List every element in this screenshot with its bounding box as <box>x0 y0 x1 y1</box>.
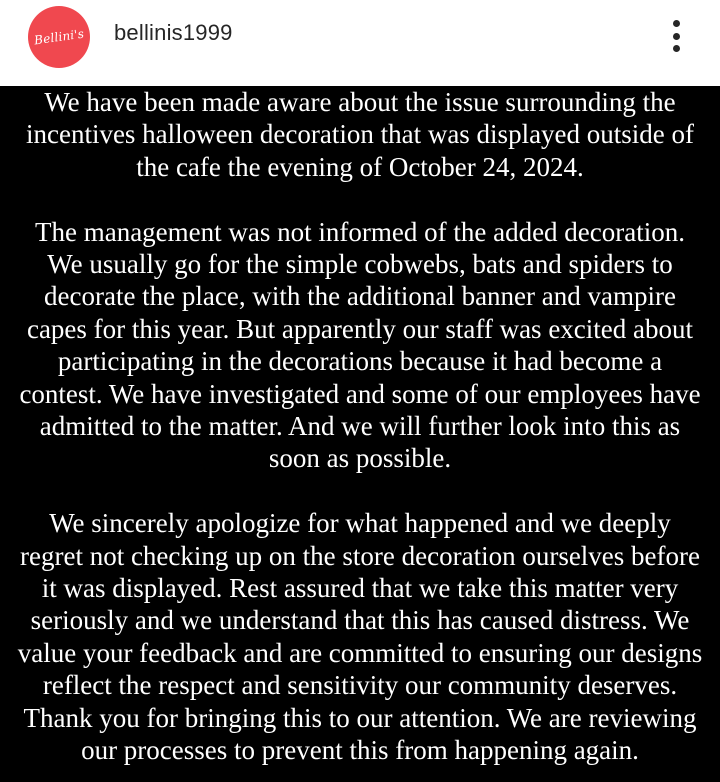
username[interactable]: bellinis1999 <box>114 20 233 45</box>
avatar[interactable] <box>28 6 90 68</box>
more-dot <box>673 33 680 40</box>
more-dot <box>673 45 680 52</box>
post-statement <box>0 86 720 782</box>
post-image[interactable] <box>0 86 720 782</box>
post-paragraph-3: We sincerely apologize for what happened and we deeply regret not checking up on the store decoration ourselves before it was displayed. Rest assured that we take this matter very seriously and we understand that this has caused distress. We value your feedback and are committed to ensuring our designs reflect the respect and sensitivity our community deserves. Thank you for bringing this to our attention. We are reviewing our processes to prevent this from happening again. <box>17 508 703 766</box>
more-dot <box>673 20 680 27</box>
avatar-logo-text: Bellini's <box>33 26 85 48</box>
post-paragraph-2: The management was not informed of the added decoration. We usually go for the simple cobwebs, bats and spiders to decorate the place, with the additional banner and vampire capes for this year. But apparently our staff was excited about participating in the decorations because it had become a contest. We have investigated and some of our employees have admitted to the matter. And we will further look into this as soon as possible. <box>19 216 701 474</box>
more-vertical-icon[interactable] <box>664 18 688 54</box>
post-header <box>0 0 720 86</box>
post-paragraph-1: We have been made aware about the issue surrounding the incentives halloween decoration that was displayed outside of the cafe the evening of October 24, 2024. <box>25 87 695 182</box>
